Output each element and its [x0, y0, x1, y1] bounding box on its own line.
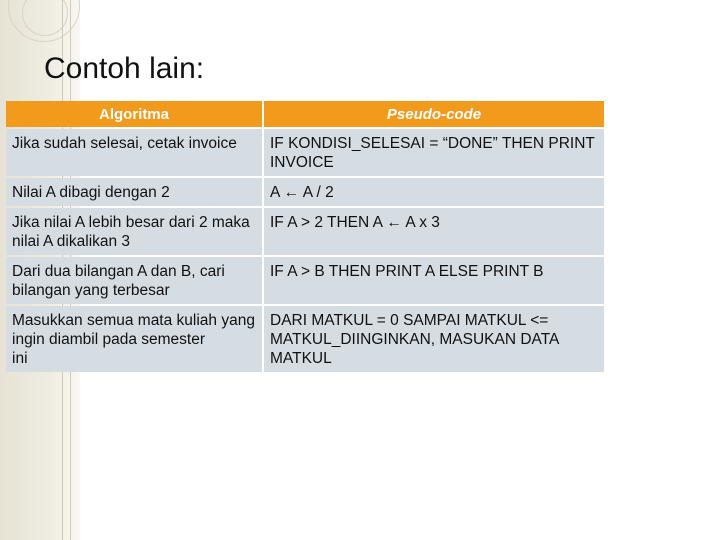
table-row [6, 129, 604, 176]
pseudo-code-cell: IF A > B THEN PRINT A ELSE PRINT B [264, 257, 604, 304]
comparison-table [4, 99, 606, 374]
pseudo-code-cell: IF KONDISI_SELESAI = “DONE” THEN PRINT INVOICE [264, 129, 604, 176]
algoritma-cell: Jika sudah selesai, cetak invoice [6, 129, 262, 176]
pseudo-code-cell: DARI MATKUL = 0 SAMPAI MATKUL <= MATKUL_DIINGINKAN, MASUKAN DATA MATKUL [264, 306, 604, 372]
algoritma-cell: Masukkan semua mata kuliah yang ingin diambil pada semester ini [6, 306, 262, 372]
table-row [6, 178, 604, 206]
pseudo-code-cell: IF A > 2 THEN A ← A x 3 [264, 208, 604, 255]
header-algoritma: Algoritma [6, 101, 262, 127]
algoritma-cell: Jika nilai A lebih besar dari 2 maka nilai A dikalikan 3 [6, 208, 262, 255]
algoritma-cell: Nilai A dibagi dengan 2 [6, 178, 262, 206]
table-row [6, 306, 604, 372]
page-title: Contoh lain: [44, 52, 205, 85]
algoritma-cell: Dari dua bilangan A dan B, cari bilangan yang terbesar [6, 257, 262, 304]
pseudo-code-cell: A ← A / 2 [264, 178, 604, 206]
table-row [6, 257, 604, 304]
header-pseudo-code: Pseudo-code [264, 101, 604, 127]
table-row [6, 208, 604, 255]
table-header-row [6, 101, 604, 127]
